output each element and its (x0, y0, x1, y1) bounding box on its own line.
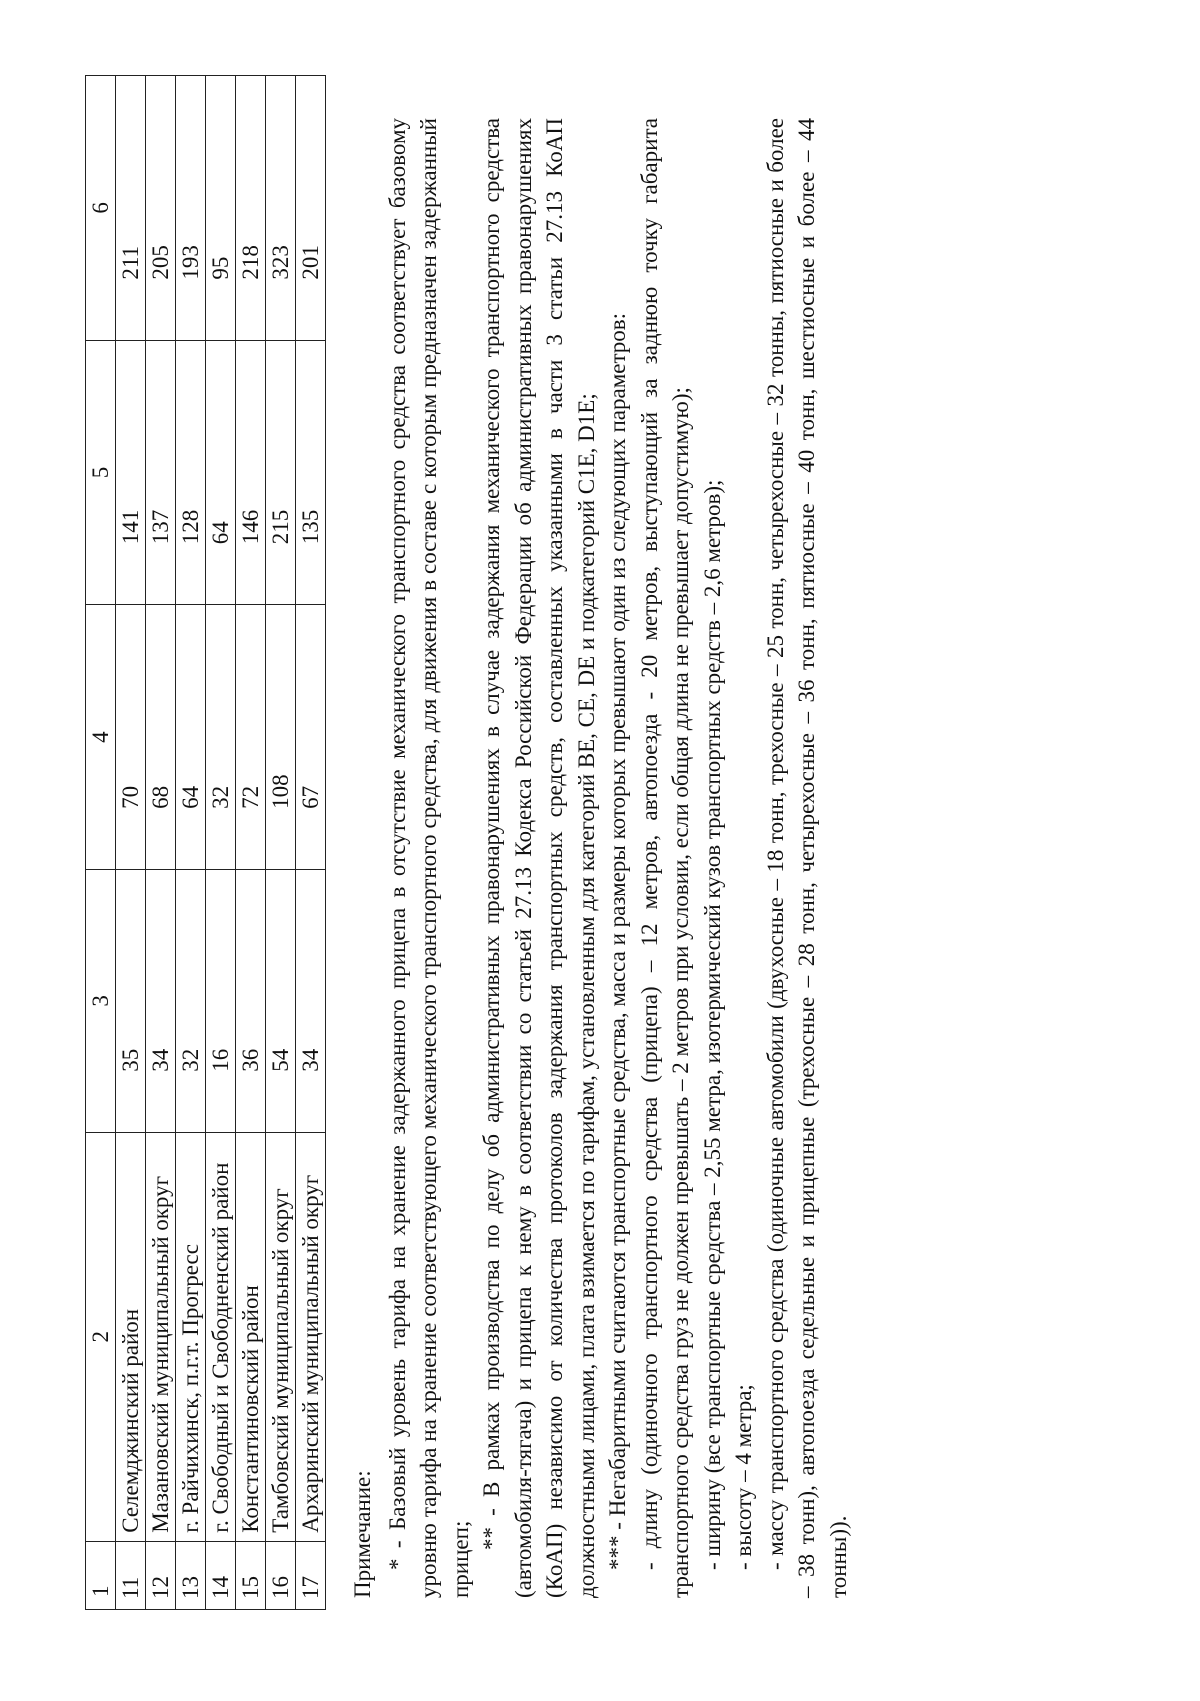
header-cell: 2 (86, 1132, 116, 1541)
rate-cell: 215 (266, 340, 296, 605)
rate-cell: 137 (146, 340, 176, 605)
notes-section (347, 118, 854, 1598)
notes-heading: Примечание: (350, 1470, 375, 1598)
header-cell: 6 (86, 76, 116, 341)
tariff-table (85, 75, 326, 1610)
district-name-cell: Мазановский муниципальный округ (146, 1132, 176, 1541)
rate-cell: 54 (266, 869, 296, 1132)
district-name-cell: г. Свободный и Свободненский район (206, 1132, 236, 1541)
rate-cell: 146 (236, 340, 266, 605)
rate-cell: 205 (146, 76, 176, 341)
district-name-cell: Архаринский муниципальный округ (296, 1132, 326, 1541)
rate-cell: 64 (176, 605, 206, 870)
rate-cell: 32 (176, 869, 206, 1132)
row-number-cell: 16 (266, 1541, 296, 1609)
rate-cell: 95 (206, 76, 236, 341)
rate-cell: 64 (206, 340, 236, 605)
table-row (266, 76, 296, 1610)
row-number-cell: 17 (296, 1541, 326, 1609)
district-name-cell: Селемджинский район (116, 1132, 146, 1541)
row-number-cell: 15 (236, 1541, 266, 1609)
rate-cell: 68 (146, 605, 176, 870)
oversize-length-item: - длину (одиночного транспортного средства (прицепа) – 12 метров, автопоезда - 20 метров, выступающий за заднюю точку габарита транспортного средства груз не должен превышать – 2 метров при условии, если общая длина не превышает допустимую); (636, 118, 693, 1598)
rate-cell: 34 (146, 869, 176, 1132)
row-number-cell: 13 (176, 1541, 206, 1609)
rate-cell: 141 (116, 340, 146, 605)
header-cell: 4 (86, 605, 116, 870)
rate-cell: 72 (236, 605, 266, 870)
note-trailer-base-rate: * - Базовый уровень тарифа на хранение задержанного прицепа в отсутствие механического транспортного средства соответствует базовому уровню тарифа на хранение соответствующего механического транспортного средства, для движения в составе с которым предназначен задержанный прицеп; (384, 118, 473, 1598)
oversize-height-item: - высоту – 4 метра; (731, 1384, 756, 1570)
rate-cell: 32 (206, 605, 236, 870)
header-cell: 3 (86, 869, 116, 1132)
district-name-cell: Константиновский район (236, 1132, 266, 1541)
rate-cell: 36 (236, 869, 266, 1132)
rate-cell: 34 (296, 869, 326, 1132)
row-number-cell: 12 (146, 1541, 176, 1609)
note-oversize: *** - Негабаритными считаются транспортные средства, масса и размеры которых превышают один из следующих параметров: (605, 312, 630, 1570)
rate-cell: 35 (116, 869, 146, 1132)
header-cell: 1 (86, 1541, 116, 1609)
rate-cell: 16 (206, 869, 236, 1132)
table-row (116, 76, 146, 1610)
header-cell: 5 (86, 340, 116, 605)
rate-cell: 108 (266, 605, 296, 870)
tariff-table-body (86, 76, 326, 1610)
rate-cell: 135 (296, 340, 326, 605)
row-number-cell: 11 (116, 1541, 146, 1609)
rate-cell: 211 (116, 76, 146, 341)
note-tractor-trailer: ** - В рамках производства по делу об административных правонарушениях в случае задержания механического транспортного средства (автомобиля-тягача) и прицепа к нему в соответствии со статьей 27.13 Кодекса Российской Федерации об административных правонарушениях (КоАП) независимо от количества протоколов задержания транспортных средств, составленных указанными в части 3 статьи 27.13 КоАП должностными лицами, плата взимается по тарифам, установленным для категорий BE, CE, DE и подкатегорий C1E, D1E; (479, 118, 599, 1598)
district-name-cell: Тамбовский муниципальный округ (266, 1132, 296, 1541)
rate-cell: 323 (266, 76, 296, 341)
table-row (236, 76, 266, 1610)
oversize-mass-item: - массу транспортного средства (одиночные автомобили (двухосные – 18 тонн, трехосные – 25 тонн, четырехосные – 32 тонны, пятиосные и более – 38 тонн), автопоезда седельные и прицепные (трехосные – 28 тонн, четырехосные – 36 тонн, пятиосные – 40 тонн, шестиосные и более – 44 тонны)). (762, 118, 851, 1598)
table-row (146, 76, 176, 1610)
rate-cell: 201 (296, 76, 326, 341)
rate-cell: 67 (296, 605, 326, 870)
rate-cell: 193 (176, 76, 206, 341)
table-row (296, 76, 326, 1610)
district-name-cell: г. Райчихинск, п.г.т. Прогресс (176, 1132, 206, 1541)
oversize-width-item: - ширину (все транспортные средства – 2,55 метра, изотермический кузов транспортных средств – 2,6 метров); (699, 479, 725, 1570)
rate-cell: 128 (176, 340, 206, 605)
rate-cell: 218 (236, 76, 266, 341)
table-header-row (86, 76, 116, 1610)
table-row (206, 76, 236, 1610)
rotated-page-content (85, 80, 1105, 1610)
rate-cell: 70 (116, 605, 146, 870)
row-number-cell: 14 (206, 1541, 236, 1609)
table-row (176, 76, 206, 1610)
